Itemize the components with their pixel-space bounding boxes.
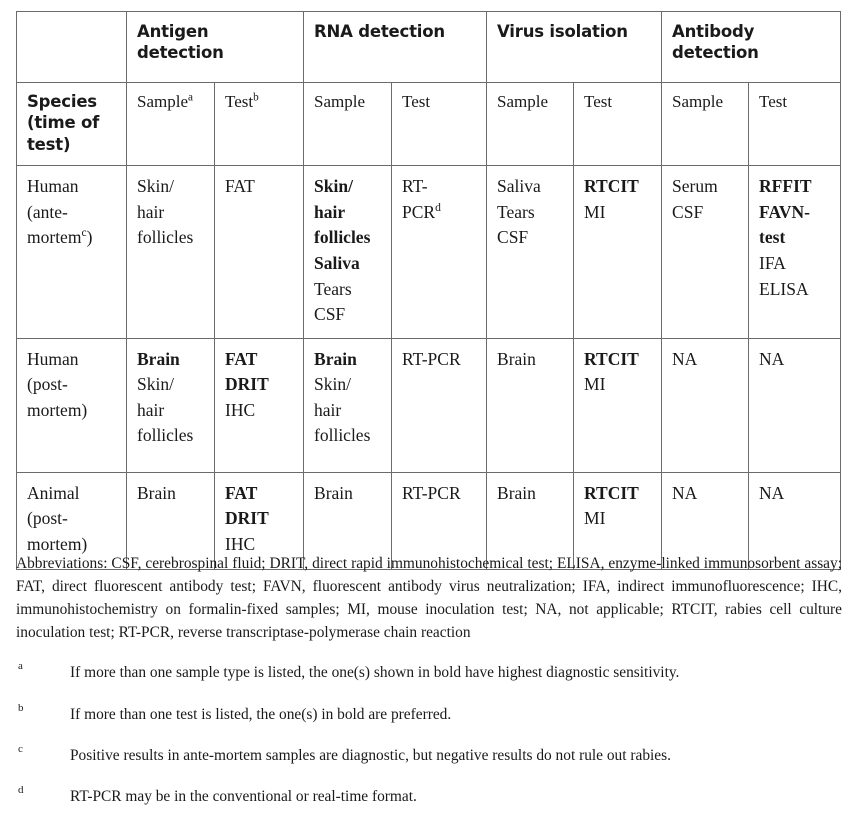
cell-line: RTCIT: [584, 176, 639, 197]
footnote-text: RT-PCR may be in the conventional or real-time format.: [70, 787, 417, 805]
footnote-ref-b: b: [253, 91, 259, 104]
cell-line: IFA: [759, 252, 786, 273]
subheader-virus-test: Test: [574, 83, 662, 166]
footnote-marker: a: [18, 660, 23, 673]
cell-antigen-test: [215, 338, 304, 472]
cell-antigen-test: [215, 166, 304, 338]
cell-line: Brain: [314, 348, 357, 369]
cell-rna-sample: [304, 338, 392, 472]
cell-line: Brain: [314, 482, 353, 503]
footnote-list: [16, 661, 842, 807]
subheader-antibody-sample: Sample: [662, 83, 749, 166]
table-body: [17, 166, 841, 569]
cell-line: hair: [137, 201, 165, 222]
cell-line: Brain: [137, 348, 180, 369]
cell-virus-test: [574, 338, 662, 472]
cell-species: Human (ante-mortem$^c$): [17, 166, 127, 338]
diagnostic-tests-table: [16, 11, 841, 570]
group-header-empty: [17, 12, 127, 83]
cell-line: Tears: [314, 278, 352, 299]
cell-antibody-test: [749, 166, 841, 338]
cell-rna-test: [392, 166, 487, 338]
table-notes: [16, 552, 842, 826]
cell-line: NA: [759, 482, 785, 503]
cell-line: FAT: [225, 176, 255, 197]
subheader-antibody-test: Test: [749, 83, 841, 166]
cell-line: follicles: [314, 425, 371, 446]
cell-line: CSF: [672, 201, 704, 222]
cell-line: follicles: [137, 425, 194, 446]
cell-line: Skin/: [314, 176, 353, 197]
group-header-rna-detection: RNA detection: [304, 12, 487, 83]
cell-antibody-sample: [662, 338, 749, 472]
diagnostic-tests-table-wrap: [16, 11, 840, 570]
abbreviations-note: Abbreviations: CSF, cerebrospinal fluid; DRIT, direct rapid immunohistochemical test; ELISA, enzyme-linked immunosorbent assay; FAT, direct fluorescent antibody test; FAVN, fluorescent antibody virus neutralization; IFA, indirect immunofluorescence; IHC, immunohistochemistry on formalin-fixed samples; MI, mouse inoculation test; NA, not applicable; RTCIT, rabies cell culture inoculation test; RT-PCR, reverse transcriptase-polymerase chain reaction: [16, 555, 842, 642]
subheader-rna-sample: Sample: [304, 83, 392, 166]
footnote-ref-c: c: [81, 227, 87, 240]
group-header-antigen-detection: Antigen detection: [127, 12, 304, 83]
cell-species: Human (post-mortem): [17, 338, 127, 472]
cell-species: Animal (post-mortem): [17, 472, 127, 569]
cell-line: DRIT: [225, 374, 269, 395]
cell-line: FAVN-: [759, 201, 810, 222]
subheader-species: Species (time of test): [17, 83, 127, 166]
cell-line: Serum: [672, 176, 718, 197]
footnote-item: [16, 703, 842, 726]
cell-line: NA: [759, 348, 785, 369]
cell-line: follicles: [137, 227, 194, 248]
cell-virus-sample: [487, 166, 574, 338]
cell-virus-test: [574, 166, 662, 338]
cell-line: test: [759, 227, 786, 248]
footnote-text: If more than one sample type is listed, the one(s) shown in bold have highest diagnostic sensitivity.: [70, 664, 680, 682]
cell-antigen-sample: [127, 338, 215, 472]
cell-line: Brain: [137, 482, 176, 503]
cell-line: Skin/: [137, 176, 174, 197]
table-row: [17, 338, 841, 472]
cell-line: DRIT: [225, 508, 269, 529]
cell-line: RTCIT: [584, 348, 639, 369]
cell-antigen-sample: [127, 166, 215, 338]
footnote-item: [16, 785, 842, 808]
footnote-marker: d: [18, 783, 24, 796]
cell-line: RT-: [402, 176, 428, 197]
cell-line: hair: [137, 399, 165, 420]
cell-line: Brain: [497, 348, 536, 369]
cell-line: follicles: [314, 227, 371, 248]
footnote-item: [16, 661, 842, 684]
cell-line: IHC: [225, 533, 256, 554]
cell-line: Brain: [497, 482, 536, 503]
cell-line: RTCIT: [584, 482, 639, 503]
group-header-antibody-detection: Antibody detection: [662, 12, 841, 83]
table-row: [17, 166, 841, 338]
cell-line: hair: [314, 201, 346, 222]
column-subheader-row: [17, 83, 841, 166]
cell-line: PCR$^d$: [402, 201, 441, 222]
cell-virus-sample: [487, 338, 574, 472]
footnote-text: Positive results in ante-mortem samples are diagnostic, but negative results do not rule out rabies.: [70, 746, 671, 764]
cell-line: FAT: [225, 482, 258, 503]
group-header-virus-isolation: Virus isolation: [487, 12, 662, 83]
cell-rna-sample: [304, 166, 392, 338]
cell-line: Skin/: [137, 374, 174, 395]
cell-line: CSF: [314, 304, 346, 325]
cell-antibody-sample: [662, 166, 749, 338]
subheader-antigen-sample: [127, 83, 215, 166]
cell-line: RFFIT: [759, 176, 812, 197]
cell-line: RT-PCR: [402, 348, 461, 369]
cell-line: NA: [672, 348, 698, 369]
cell-line: MI: [584, 201, 606, 222]
footnote-text: If more than one test is listed, the one(s) in bold are preferred.: [70, 705, 452, 723]
cell-line: Tears: [497, 201, 535, 222]
footnote-marker: b: [18, 701, 24, 714]
cell-line: ELISA: [759, 278, 809, 299]
cell-rna-test: [392, 338, 487, 472]
subheader-rna-test: Test: [392, 83, 487, 166]
subheader-antigen-test: [215, 83, 304, 166]
subheader-virus-sample: Sample: [487, 83, 574, 166]
footnote-ref-a: a: [188, 91, 193, 104]
subheader-antigen-test-label: Test: [225, 92, 254, 111]
column-group-header-row: [17, 12, 841, 83]
cell-line: FAT: [225, 348, 258, 369]
cell-line: MI: [584, 374, 606, 395]
footnote-ref-d: d: [435, 202, 441, 215]
cell-line: hair: [314, 399, 342, 420]
cell-line: NA: [672, 482, 698, 503]
cell-line: Skin/: [314, 374, 351, 395]
footnote-item: [16, 744, 842, 767]
table-head: [17, 12, 841, 166]
footnote-marker: c: [18, 742, 23, 755]
cell-line: CSF: [497, 227, 529, 248]
cell-line: RT-PCR: [402, 482, 461, 503]
cell-line: Saliva: [497, 176, 541, 197]
subheader-antigen-sample-label: Sample: [137, 92, 188, 111]
cell-line: IHC: [225, 399, 256, 420]
cell-antibody-test: [749, 338, 841, 472]
cell-line: MI: [584, 508, 606, 529]
cell-line: Saliva: [314, 252, 360, 273]
